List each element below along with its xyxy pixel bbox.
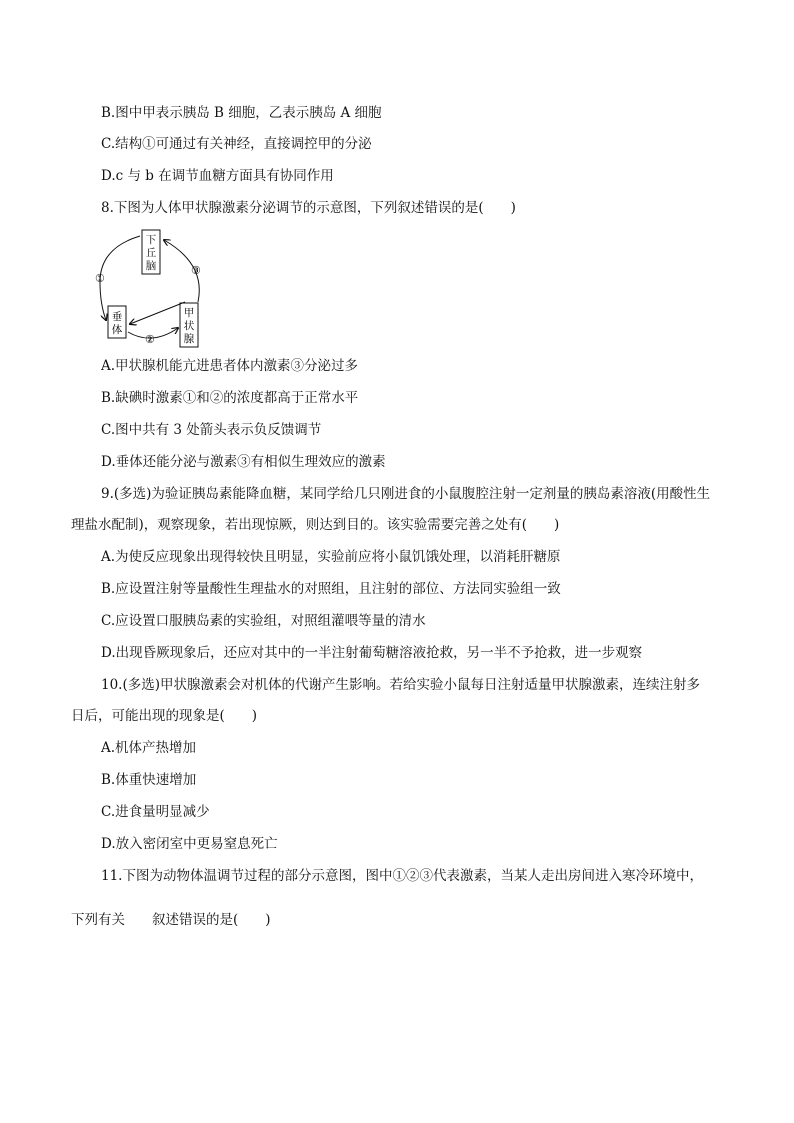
q7-option-d: D.c 与 b 在调节血糖方面具有协同作用 xyxy=(101,168,334,184)
marker-1: ① xyxy=(95,272,105,285)
q9-option-c: C.应设置口服胰岛素的实验组，对照组灌喂等量的清水 xyxy=(101,613,426,629)
q9-option-b: B.应设置注射等量酸性生理盐水的对照组，且注射的部位、方法同实验组一致 xyxy=(101,581,561,597)
marker-2: ② xyxy=(145,333,155,346)
q8-option-b: B.缺碘时激素①和②的浓度都高于正常水平 xyxy=(101,390,359,406)
q10-option-d: D.放入密闭室中更易窒息死亡 xyxy=(101,836,278,852)
q9-stem-line1: 9.(多选)为验证胰岛素能降血糖，某同学给几只刚进食的小鼠腹腔注射一定剂量的胰岛素溶液(用酸性生 xyxy=(101,486,711,502)
hypothalamus-char-2: 丘 xyxy=(145,247,157,259)
q7-option-c: C.结构①可通过有关神经，直接调控甲的分泌 xyxy=(101,136,372,152)
q8-option-c: C.图中共有 3 处箭头表示负反馈调节 xyxy=(101,422,322,438)
q10-option-b: B.体重快速增加 xyxy=(101,772,197,788)
q11-stem-line1: 11.下图为动物体温调节过程的部分示意图，图中①②③代表激素，当某人走出房间进入寒冷环境中， xyxy=(101,868,703,884)
q10-option-c: C.进食量明显减少 xyxy=(101,804,210,820)
thyroid-char-2: 状 xyxy=(183,320,195,332)
q8-stem: 8.下图为人体甲状腺激素分泌调节的示意图，下列叙述错误的是( ) xyxy=(101,200,516,216)
marker-3: ③ xyxy=(191,264,201,277)
q11-stem-line2: 下列有关 叙述错误的是( ) xyxy=(71,912,271,928)
q9-option-d: D.出现昏厥现象后，还应对其中的一半注射葡萄糖溶液抢救，另一半不予抢救，进一步观察 xyxy=(101,645,643,661)
thyroid-char-3: 腺 xyxy=(183,333,195,345)
q10-option-a: A.机体产热增加 xyxy=(101,740,197,756)
hypothalamus-char-1: 下 xyxy=(145,234,157,246)
q8-option-d: D.垂体还能分泌与激素③有相似生理效应的激素 xyxy=(101,454,386,470)
thyroid-char-1: 甲 xyxy=(183,307,195,319)
q7-option-b: B.图中甲表示胰岛 B 细胞，乙表示胰岛 A 细胞 xyxy=(101,105,382,121)
q9-option-a: A.为使反应现象出现得较快且明显，实验前应将小鼠饥饿处理，以消耗肝糖原 xyxy=(101,549,561,565)
pituitary-char-1: 垂 xyxy=(111,311,123,323)
hypothalamus-char-3: 脑 xyxy=(145,260,157,272)
arrow-thyroid-to-pituitary xyxy=(130,302,185,324)
pituitary-char-2: 体 xyxy=(111,324,123,336)
thyroid-regulation-diagram xyxy=(92,226,212,348)
q9-stem-line2: 理盐水配制)，观察现象，若出现惊厥，则达到目的。该实验需要完善之处有( ) xyxy=(71,517,560,533)
q10-stem-line2: 日后，可能出现的现象是( ) xyxy=(71,708,258,724)
q10-stem-line1: 10.(多选)甲状腺激素会对机体的代谢产生影响。若给实验小鼠每日注射适量甲状腺激素，连续注射多 xyxy=(101,677,701,693)
q8-option-a: A.甲状腺机能亢进患者体内激素③分泌过多 xyxy=(101,358,359,374)
